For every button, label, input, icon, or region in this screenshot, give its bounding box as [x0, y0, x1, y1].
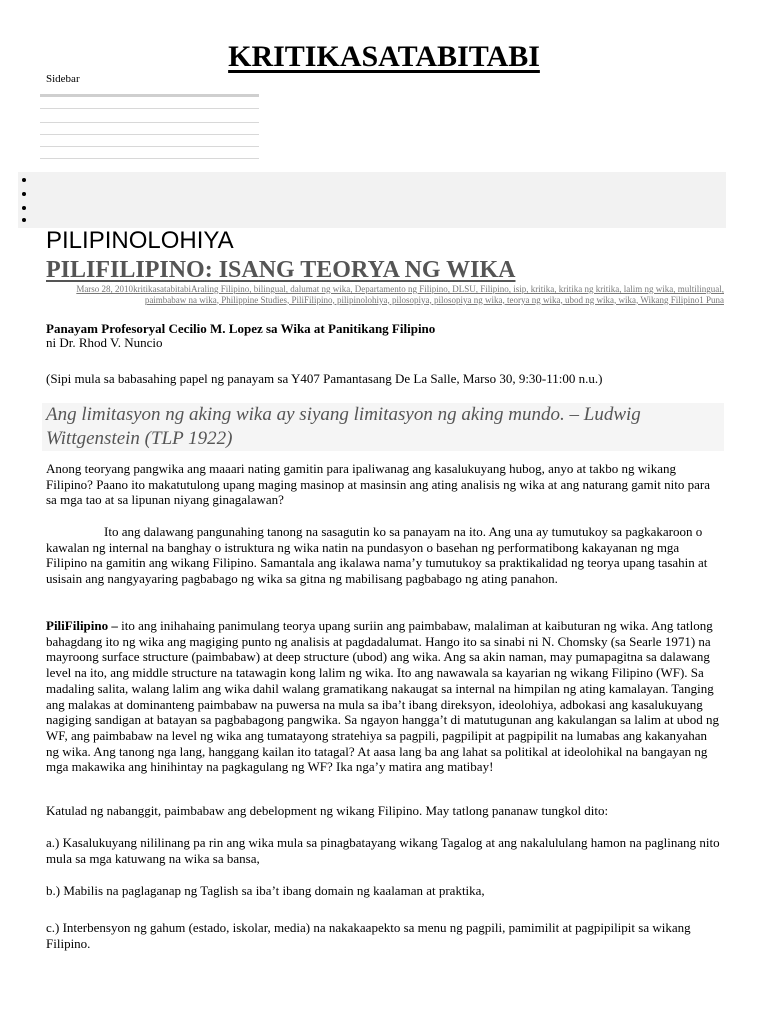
nav-item-bullet[interactable]	[22, 192, 26, 196]
paragraph-3	[46, 618, 722, 775]
post-subtitle: Panayam Profesoryal Cecilio M. Lopez sa Wika at Panitikang Filipino	[46, 321, 436, 336]
post-tags-links[interactable]: Araling Filipino, bilingual, dalumat ng wika, Departamento ng Filipino, DLSU, Filipino, isip, kritika, kritika ng kritika, lalim ng wika, multilingual, paimbabaw na wika, Philippine Studies, PiliFilipino, pilipinolohiya, pilosopiya, pilosopiya ng wika, teorya ng wika, ubod ng wika, wika, Wikang Filipino	[144, 284, 724, 305]
blockquote: Ang limitasyon ng aking wika ay siyang limitasyon ng aking mundo. – Ludwig Wittgenstein (TLP 1922)	[42, 403, 724, 451]
post-meta	[60, 284, 724, 305]
nav-item-bullet[interactable]	[22, 178, 26, 182]
paragraph-1: Anong teoryang pangwika ang maaari nating gamitin para ipaliwanag ang kasalukuyang hubog, anyo at takbo ng wikang Filipino? Paano ito makatutulong upang maging masinop at masinsin ang ating analisis ng wika at ang naturang gamit nito para sa mga tao at sa lipunan niyang ginagalawan?	[46, 461, 710, 508]
category-heading: PILIPINOLOHIYA	[46, 227, 234, 254]
sidebar-divider	[40, 134, 259, 135]
nav-item-bullet[interactable]	[22, 206, 26, 210]
list-item-a: a.) Kasalukuyang nililinang pa rin ang wika mula sa pinagbatayang wikang Tagalog at ang nakalululang hamon na paglinang nito mula sa mga katuwang na wika sa bansa,	[46, 835, 720, 866]
post-author-line: ni Dr. Rhod V. Nuncio	[46, 335, 163, 350]
paragraph-2: Ito ang dalawang pangunahing tanong na sasagutin ko sa panayam na ito. Ang una ay tumutukoy sa pagkakaroon o kawalan ng internal na banghay o istruktura ng wika natin na pundasyon o basehan ng performatibong kakayanan ng mga Filipino na gamitin ang wikang Filipino. Samantala ang ikalawa nama’y tumutukoy sa praktikalidad ng teorya upang tasahin at usisain ang nangyayaring pagbabago ng wika sa gitna ng mabilisang pagbabago ng ating panahon.	[46, 524, 708, 587]
post-comments-link[interactable]: 1 Puna	[699, 294, 724, 305]
sidebar-label: Sidebar	[46, 73, 80, 85]
sidebar-divider	[40, 108, 259, 109]
list-item-c: c.) Interbensyon ng gahum (estado, iskolar, media) na nakakaapekto sa menu ng pagpili, pamimilit at pagpipilipit sa wikang Filipino.	[46, 920, 691, 951]
paragraph-3-body: ito ang inihahaing panimulang teorya upang suriin ang paimbabaw, malaliman at kaibuturan ng wika. Ang tatlong bahagdang ito ng wika ang magiging punto ng analisis at pagdadalumat. Hango ito sa sinabi ni N. Chomsky (sa Searle 1971) na mayroong surface structure (paimbabaw) at deep structure (ubod) ang wika. Ang sa akin naman, may pumapagitna sa dalawang level na ito, ang middle structure na tatawagin kong lalim ng wika. Ito ang nawawala sa kayarian ng wikang Filipino (WF). Sa madaling salita, walang lalim ang wika dahil walang gramatikang nakaugat sa internal na himpilan ng ating kamalayan. Tanging ang malakas at dominanteng paimbabaw na puwersa na mula sa iba’t ibang direksyon, ideolohiya, adbokasi ang kasalukuyang nagiging sandigan at batayan sa pagbabagong pangwika. Sa ngayon hangga’t di matutugunan ang kakulangan sa lalim at ubod ng WF, ang paimbabaw na level ng wika ang tumatayong stratehiya sa pagpili, pagpilipit at pagpipilit na lumabas ang kakanyahan ng wika. Ang tanong nga lang, hanggang kailan ito tatagal? At aasa lang ba ang lahat sa politikal at ideolohikal na bangayan ng mga makawika ang hinihintay na pagkagulang ng WF? Ika nga’y matira ang matibay!	[46, 618, 720, 775]
post-date-link[interactable]: Marso 28, 2010	[76, 284, 134, 294]
sidebar-divider	[40, 146, 259, 147]
blog-title[interactable]	[0, 40, 768, 74]
post-author-link[interactable]: kritikasatabitabi	[133, 284, 192, 294]
blog-title-text[interactable]: KRITIKASATABITABI	[228, 40, 540, 73]
sidebar-divider	[40, 122, 259, 123]
post-title-link[interactable]: PILIFILIPINO: ISANG TEORYA NG WIKA	[46, 257, 516, 283]
paragraph-4: Katulad ng nabanggit, paimbabaw ang debelopment ng wikang Filipino. May tatlong pananaw tungkol dito:	[46, 803, 609, 818]
list-item-b: b.) Mabilis na paglaganap ng Taglish sa iba’t ibang domain ng kaalaman at praktika,	[46, 883, 485, 898]
sidebar-widget	[40, 94, 259, 174]
paragraph-3-term: PiliFilipino –	[46, 618, 118, 633]
excerpt-note: (Sipi mula sa babasahing papel ng panayam sa Y407 Pamantasang De La Salle, Marso 30, 9:30-11:00 n.u.)	[46, 371, 603, 386]
nav-menu	[18, 172, 726, 228]
sidebar-divider	[40, 158, 259, 159]
sidebar-divider	[40, 94, 259, 97]
nav-item-bullet[interactable]	[22, 218, 26, 222]
